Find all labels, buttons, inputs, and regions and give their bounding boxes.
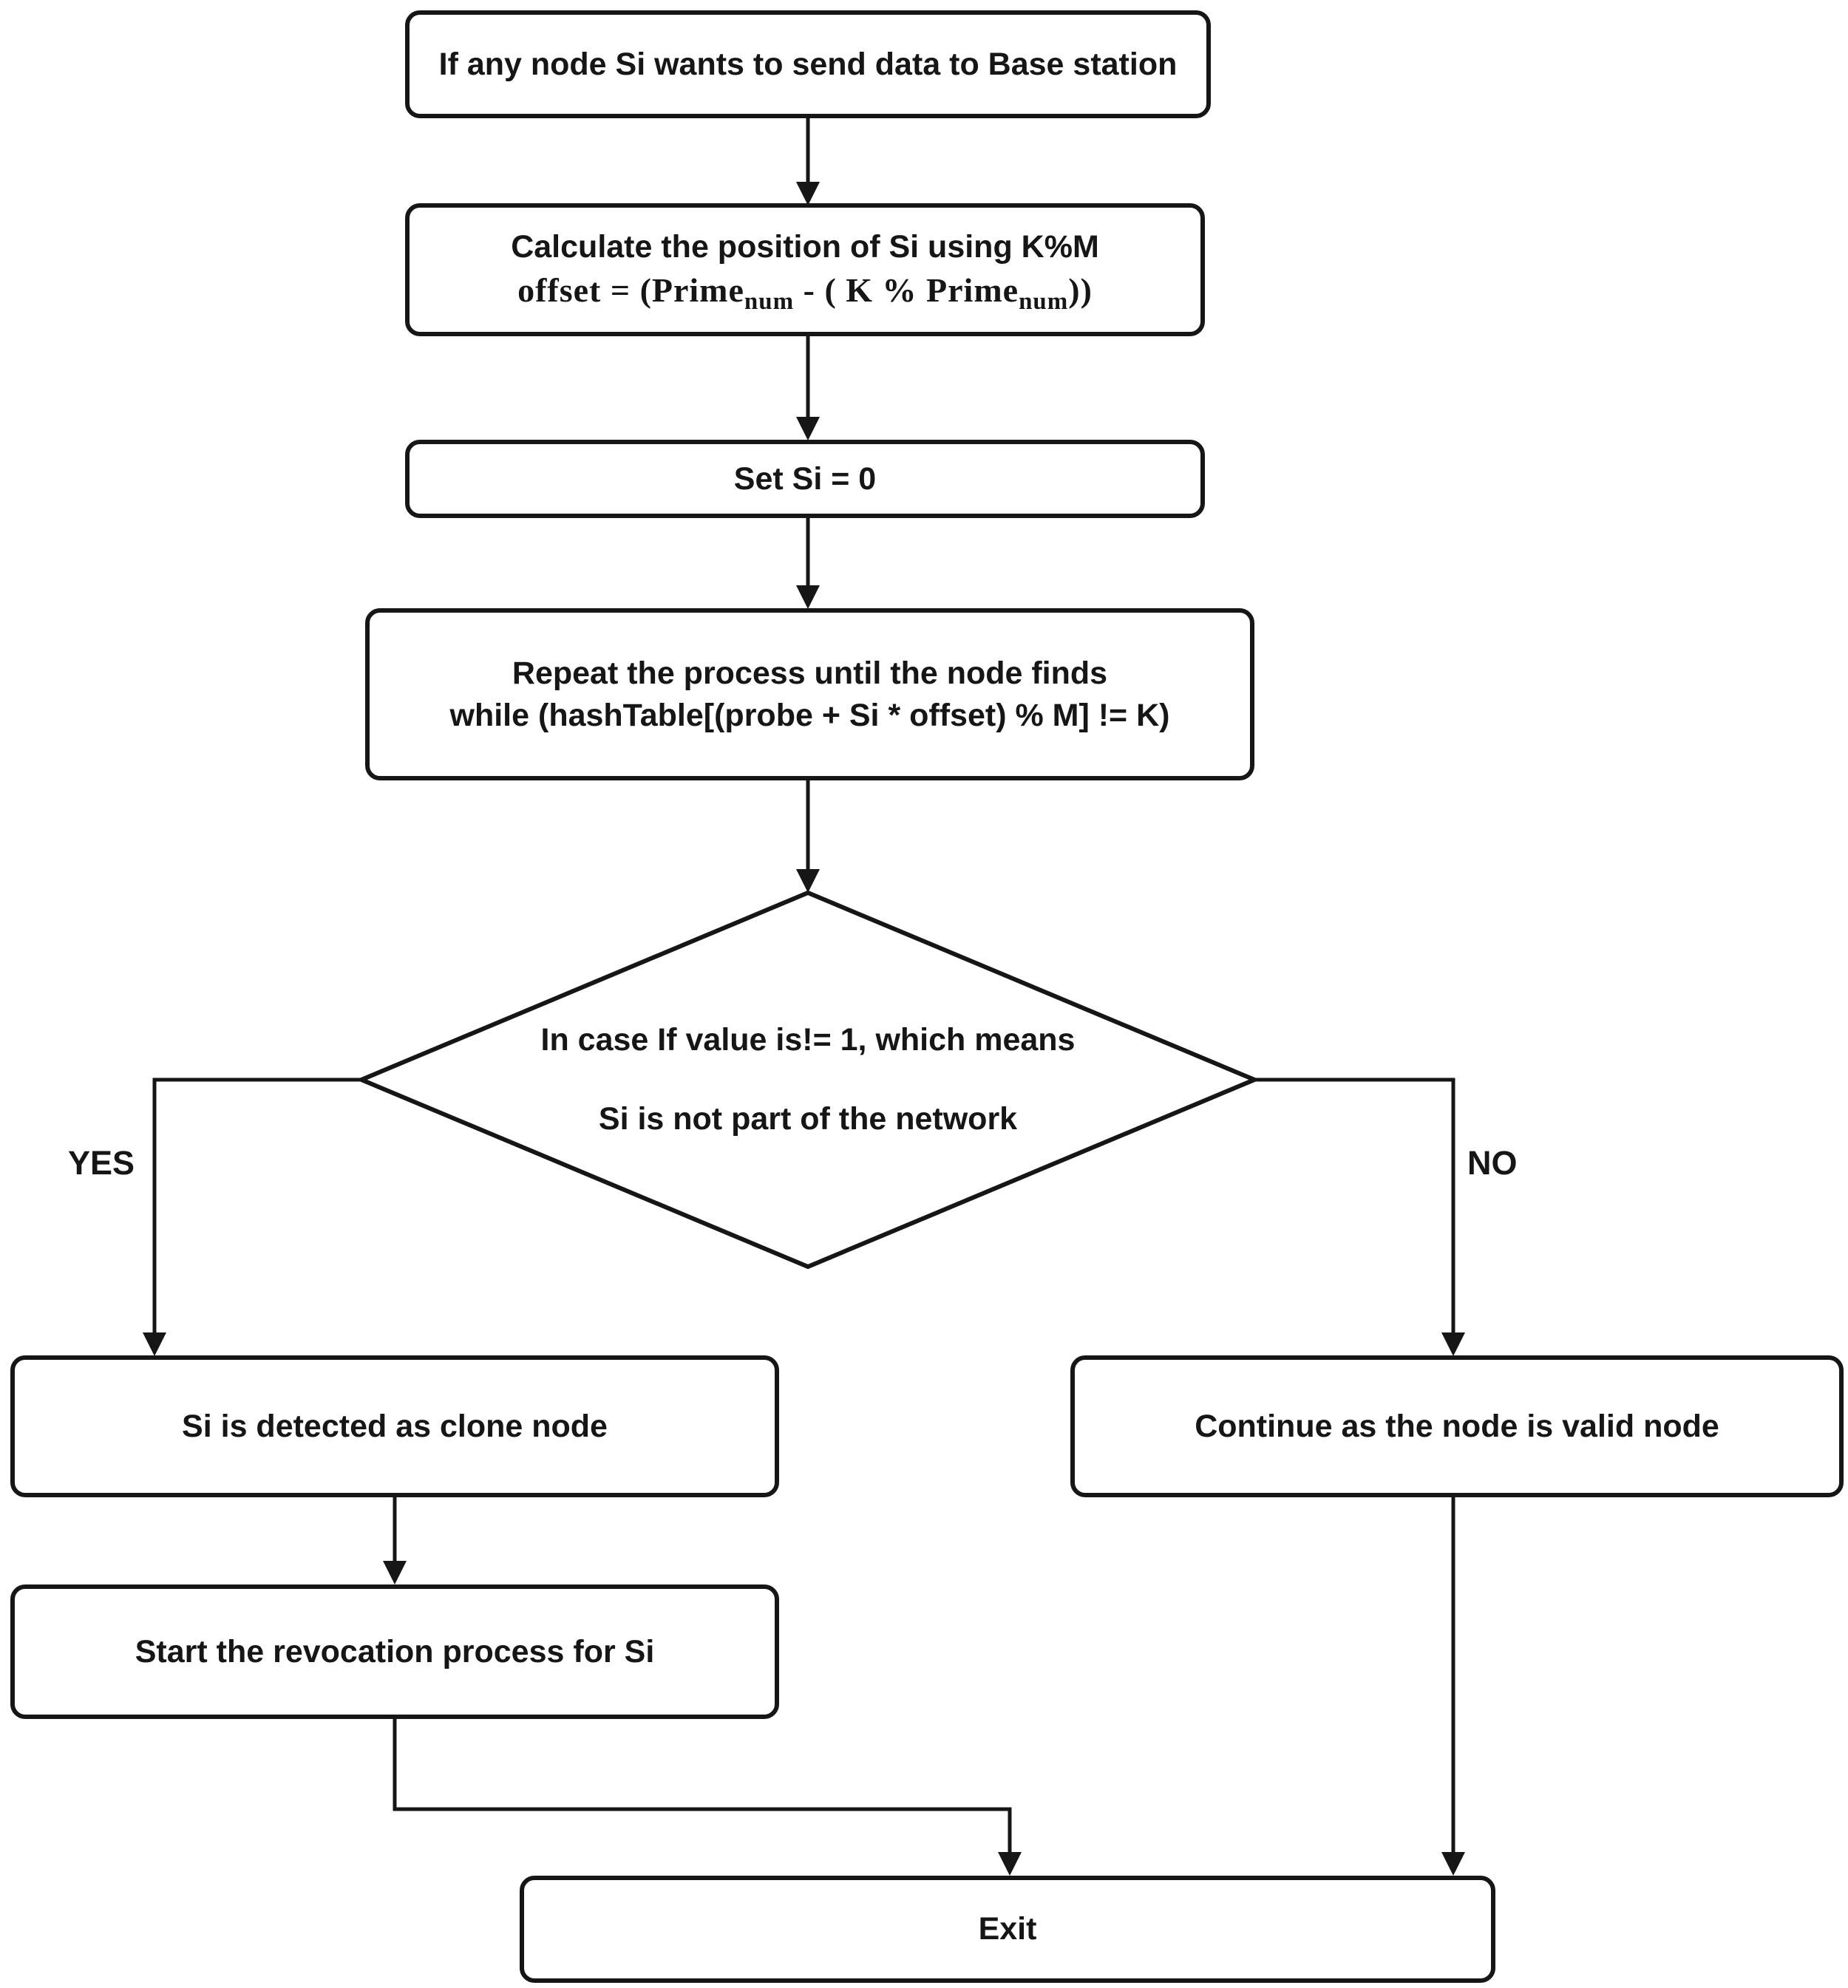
edge-decision-no	[1254, 1080, 1453, 1334]
node-repeat-line1: Repeat the process until the node finds	[512, 655, 1108, 691]
no-label: NO	[1467, 1144, 1518, 1182]
formula-subscript: num	[744, 288, 795, 316]
yes-label: YES	[67, 1144, 135, 1182]
formula-part: ))	[1068, 271, 1093, 310]
if-keyword: If	[657, 1022, 677, 1058]
node-start-text: If any node Si wants to send data to Base station	[438, 46, 1178, 82]
node-calculate-position	[405, 203, 1205, 336]
arrowhead-icon	[796, 869, 820, 893]
node-valid-node	[1070, 1355, 1844, 1497]
decision-line1	[541, 1022, 1076, 1058]
node-valid-text: Continue as the node is valid node	[1195, 1408, 1719, 1444]
arrowhead-icon	[383, 1561, 407, 1584]
node-set-si	[405, 440, 1205, 518]
formula-part: - ( K % Prime	[794, 271, 1019, 310]
arrowhead-icon	[1441, 1332, 1465, 1356]
arrowhead-icon	[143, 1332, 166, 1356]
node-repeat-while	[365, 608, 1254, 780]
node-start	[405, 10, 1211, 118]
edge-decision-yes	[154, 1080, 361, 1334]
while-keyword: while	[449, 697, 530, 733]
formula-part: offset = (Prime	[517, 271, 744, 310]
node-set-text: Set Si = 0	[733, 460, 877, 497]
while-condition: (hashTable[(probe + Si * offset) % M] != K)	[529, 697, 1170, 733]
arrowhead-icon	[1441, 1852, 1465, 1876]
decision-part: value is!= 1, which means	[676, 1022, 1076, 1058]
formula-subscript: num	[1019, 288, 1069, 316]
arrowhead-icon	[796, 417, 820, 440]
node-exit-text: Exit	[978, 1911, 1037, 1947]
node-clone-text: Si is detected as clone node	[182, 1408, 608, 1444]
decision-line2: Si is not part of the network	[598, 1101, 1018, 1137]
decision-part: In case	[540, 1022, 658, 1058]
node-calc-formula	[517, 268, 1093, 316]
node-revocation	[10, 1584, 779, 1719]
arrowhead-icon	[998, 1852, 1022, 1876]
node-clone-detected	[10, 1355, 779, 1497]
node-revocation-text: Start the revocation process for Si	[135, 1633, 655, 1669]
edge-revoke-exit	[395, 1719, 1010, 1853]
decision-text	[361, 893, 1254, 1267]
arrowhead-icon	[796, 585, 820, 609]
node-calc-line1: Calculate the position of Si using K%M	[511, 229, 1099, 265]
node-exit	[520, 1876, 1495, 1983]
arrowhead-icon	[796, 182, 820, 205]
node-repeat-line2	[450, 695, 1170, 737]
